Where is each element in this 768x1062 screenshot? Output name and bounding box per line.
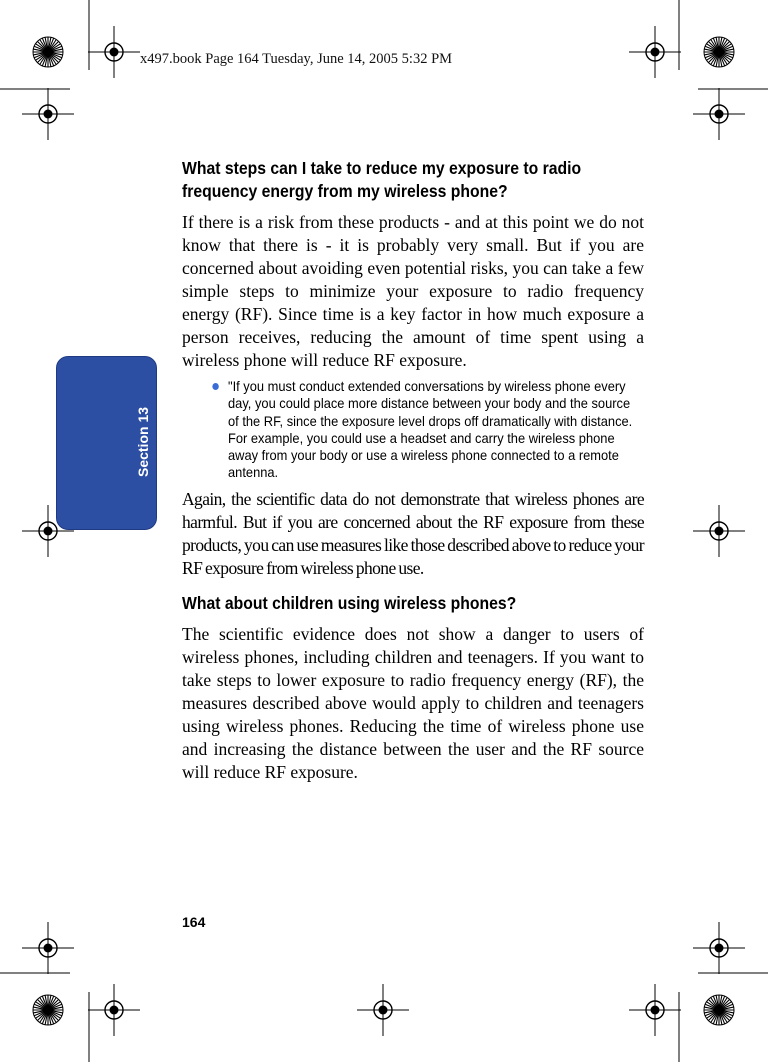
bullet-text: "If you must conduct extended conversations by wireless phone every day, you could place more distance between your body and the source of the RF, since the exposure level drops off dramatically with distance. For example, you could use a headset and carry the wireless phone away from your body or use a wireless phone connected to a remote antenna. [228, 378, 633, 481]
page-number: 164 [182, 914, 206, 930]
heading-children: What about children using wireless phones? [182, 592, 517, 613]
paragraph-again: Again, the scientific data do not demonstrate that wireless phones are harmful. But if you are concerned about the RF exposure from these products, you can use measures like those described above to reduce your RF exposure from wireless phone use. [182, 488, 644, 578]
page-content [182, 157, 644, 784]
list-item [228, 378, 641, 482]
paragraph-children: The scientific evidence does not show a danger to users of wireless phones, including children and teenagers. If you want to take steps to lower exposure to radio frequency energy (RF), the measures described above would apply to children and teenagers using wireless phones. Reducing the time of wireless phone use and increasing the distance between the user and the RF source will reduce RF exposure. [182, 623, 644, 782]
bullet-icon [212, 383, 218, 390]
heading-reduce-exposure: What steps can I take to reduce my exposure to radio frequency energy from my wireless phone? [182, 158, 582, 201]
paragraph-risk: If there is a risk from these products - and at this point we do not know that there is - it is probably very small. But if you are concerned about avoiding even potential risks, you can take a few simple steps to minimize your exposure to radio frequency energy (RF). Since time is a key factor in how much exposure a person receives, reducing the amount of time spent using a wireless phone will reduce RF exposure. [182, 212, 644, 370]
bullet-list [182, 378, 644, 482]
section-tab-label: Section 13 [135, 406, 151, 478]
print-header: x497.book Page 164 Tuesday, June 14, 2005 5:32 PM [140, 51, 453, 67]
